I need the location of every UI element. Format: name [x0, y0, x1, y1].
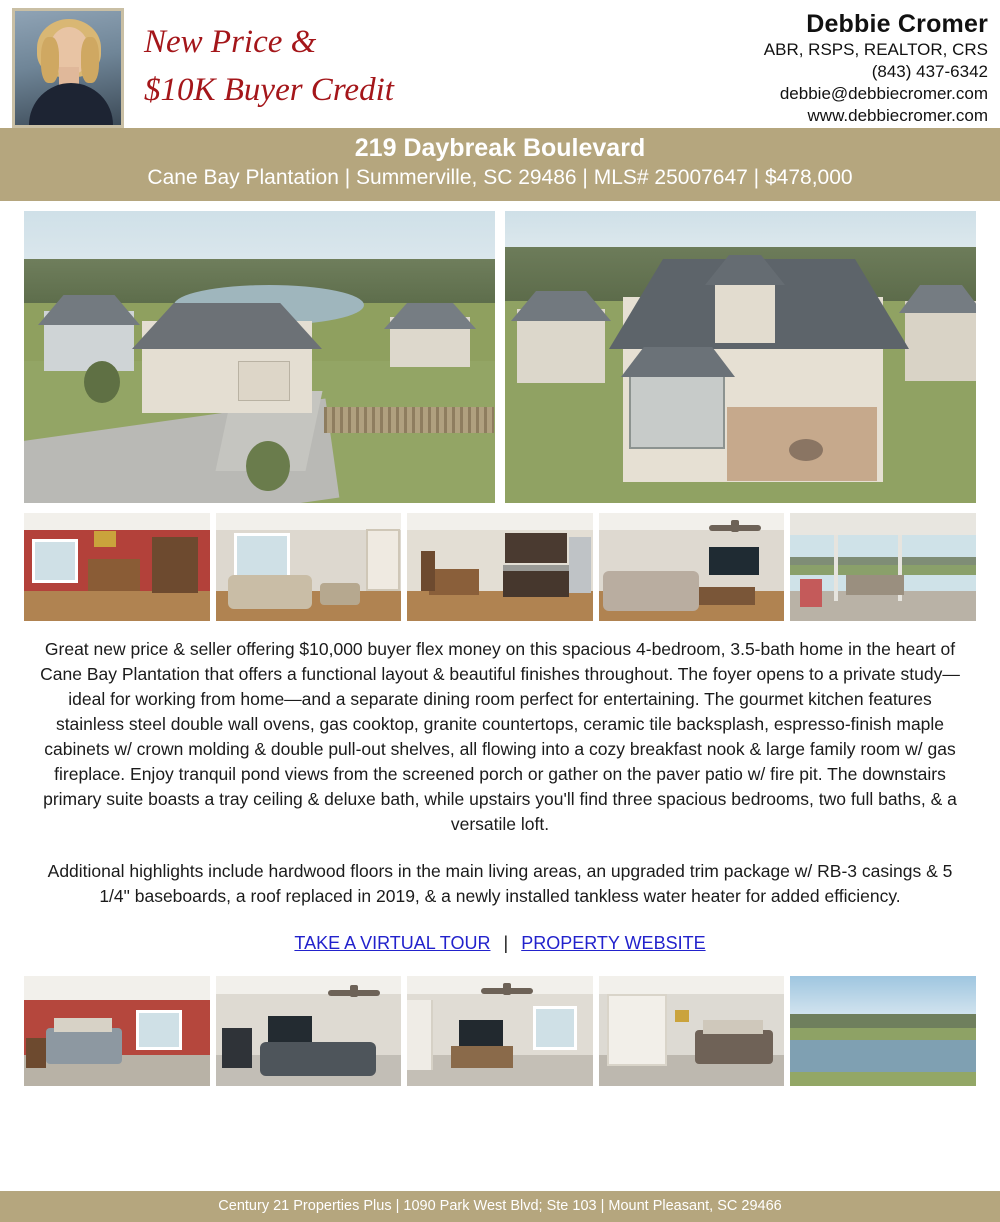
photo-screened-porch[interactable]	[790, 513, 976, 621]
chair	[421, 551, 435, 591]
agent-phone[interactable]: (843) 437-6342	[871, 62, 988, 81]
photo-bedroom-two[interactable]	[407, 976, 593, 1086]
ceiling-fan	[709, 525, 761, 531]
coffee-table	[699, 587, 755, 605]
photo-dining-room[interactable]	[24, 513, 210, 621]
photo-loft[interactable]	[216, 976, 402, 1086]
porch-ceiling	[790, 513, 976, 535]
stainless-refrigerator	[569, 537, 591, 593]
fire-pit	[789, 439, 823, 461]
kitchen-island	[503, 569, 569, 597]
pillows	[703, 1020, 763, 1034]
ceiling	[24, 513, 210, 530]
treeline-through-screen	[790, 557, 976, 565]
breakfast-table	[429, 569, 479, 595]
photo-aerial-rear-exterior[interactable]	[505, 211, 976, 503]
photo-bedroom-three[interactable]	[599, 976, 785, 1086]
headboard-pillows	[54, 1018, 112, 1032]
virtual-tour-link[interactable]: TAKE A VIRTUAL TOUR	[294, 933, 491, 953]
agent-website[interactable]: www.debbiecromer.com	[807, 106, 988, 125]
photo-aerial-front-exterior[interactable]	[24, 211, 495, 503]
sectional-sofa	[603, 571, 699, 611]
ceiling	[599, 976, 785, 994]
door	[407, 1000, 433, 1070]
sofa	[228, 575, 312, 609]
headline-line-2: $10K Buyer Credit	[144, 72, 394, 108]
wall-art	[94, 531, 116, 547]
footer-text: Century 21 Properties Plus | 1090 Park West Blvd; Ste 103 | Mount Pleasant, SC 29466	[218, 1198, 782, 1214]
screened-porch	[629, 369, 725, 449]
bookcase	[152, 537, 198, 593]
pond-water	[790, 1040, 976, 1074]
tree	[246, 441, 290, 491]
agent-email[interactable]: debbie@debbiecromer.com	[779, 84, 988, 103]
brokerage-footer	[0, 1191, 1000, 1222]
upper-cabinets	[505, 533, 567, 563]
console-table	[222, 1028, 252, 1068]
sectional-sofa	[260, 1042, 376, 1076]
photo-family-room[interactable]	[599, 513, 785, 621]
property-description	[0, 621, 1000, 909]
wall-clock	[675, 1010, 689, 1022]
doorway	[366, 529, 400, 591]
near-lawn	[790, 1072, 976, 1086]
description-paragraph-2: Additional highlights include hardwood floors in the main living areas, an upgraded trim package w/ RB-3 casings & 5 1/4" baseboards, a roof replaced in 2019, & a newly installed tankless water heater for added efficiency.	[47, 861, 953, 906]
hero-photo-row	[0, 201, 1000, 503]
avatar-torso	[29, 83, 113, 125]
headline-line-1: New Price &	[144, 24, 317, 60]
dining-table	[88, 559, 140, 591]
thumbnail-row-bottom	[0, 954, 1000, 1086]
screen-post	[834, 535, 838, 601]
television	[459, 1020, 503, 1046]
ceiling-fan	[481, 988, 533, 994]
ceiling-fan	[328, 990, 380, 996]
avatar-hair-left	[41, 37, 59, 83]
link-separator: |	[503, 933, 509, 953]
bed	[695, 1030, 773, 1064]
avatar	[12, 8, 124, 128]
bed	[46, 1028, 122, 1064]
thumbnail-row-top	[0, 503, 1000, 621]
neighbor-house-right	[905, 301, 976, 381]
desk	[451, 1046, 513, 1068]
lawn-through-screen	[790, 565, 976, 575]
flyer-header	[0, 0, 1000, 128]
address-banner	[0, 128, 1000, 201]
television	[268, 1016, 312, 1042]
photo-living-room-sitting-area[interactable]	[216, 513, 402, 621]
property-street-address: 219 Daybreak Boulevard	[354, 134, 646, 162]
description-paragraph-1: Great new price & seller offering $10,000 buyer flex money on this spacious 4-bedroom, 3.5-bath home in the heart of Cane Bay Plantation that offers a functional layout & beautiful finishes throughout. The foyer opens to a private study—ideal for working from home—and a separate dining room perfect for entertaining. The gourmet kitchen features stainless steel double wall ovens, gas cooktop, granite countertops, ceramic tile backsplash, espresso-finish maple cabinets w/ crown molding & double pull-out shelves, all flowing into a cozy breakfast nook & large family room w/ gas fireplace. Enjoy tranquil pond views from the screened porch or gather on the paver patio w/ fire pit. The downstairs primary suite boasts a tray ceiling & deluxe bath, while upstairs you'll find three spacious bedrooms, two full baths, & a versatile loft.	[40, 639, 960, 834]
fence	[324, 407, 494, 433]
headline	[124, 8, 764, 114]
garage-door	[238, 361, 290, 401]
agent-credentials: ABR, RSPS, REALTOR, CRS	[763, 40, 988, 59]
window	[32, 539, 78, 583]
tray-ceiling	[24, 976, 210, 1000]
window	[533, 1006, 577, 1050]
television	[709, 547, 759, 575]
closet-doors	[607, 994, 667, 1066]
tree	[84, 361, 120, 403]
photo-pond-view[interactable]	[790, 976, 976, 1086]
agent-contact-block	[764, 8, 988, 127]
link-row	[0, 931, 1000, 954]
ceiling	[216, 513, 402, 530]
window	[136, 1010, 182, 1050]
property-website-link[interactable]: PROPERTY WEBSITE	[521, 933, 706, 953]
ceiling	[407, 513, 593, 530]
agent-name: Debbie Cromer	[806, 10, 988, 38]
ottoman	[320, 583, 360, 605]
photo-primary-bedroom[interactable]	[24, 976, 210, 1086]
granite-countertop	[503, 565, 569, 571]
photo-kitchen-breakfast-nook[interactable]	[407, 513, 593, 621]
toy	[800, 579, 822, 607]
patio-table	[846, 575, 904, 595]
nightstand	[26, 1038, 46, 1068]
hardwood-floor	[24, 591, 210, 621]
avatar-hair-right	[81, 37, 99, 83]
property-details-line: Cane Bay Plantation | Summerville, SC 29486 | MLS# 25007647 | $478,000	[147, 166, 853, 189]
